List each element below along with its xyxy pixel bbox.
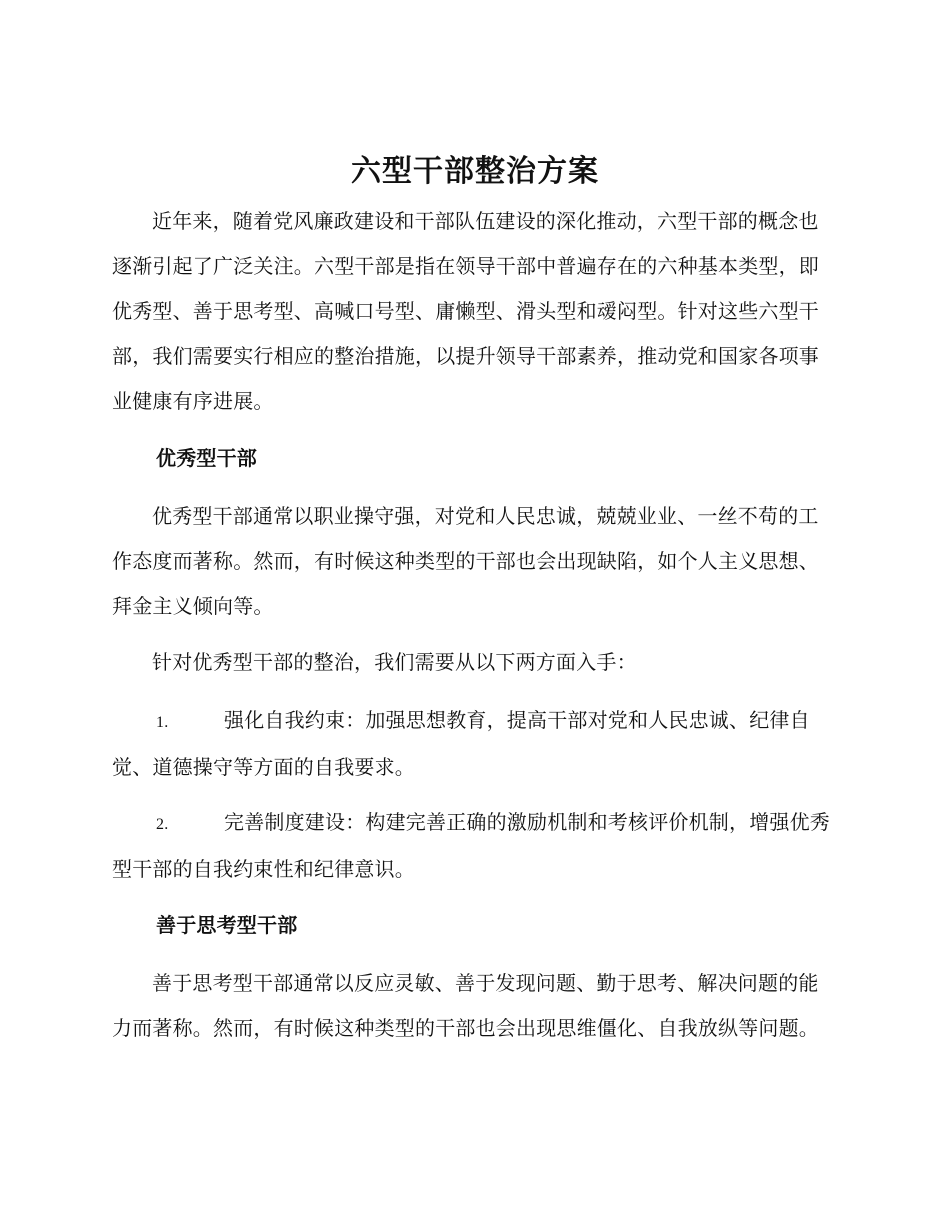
list-item: [112, 698, 834, 790]
section-heading-thinking: 善于思考型干部: [156, 913, 298, 937]
list-item-number: 1.: [156, 714, 169, 731]
section-heading-excellent: 优秀型干部: [156, 446, 257, 470]
excellent-description-paragraph: 优秀型干部通常以职业操守强，对党和人民忠诚，兢兢业业、一丝不苟的工作态度而著称。然而，有时候这种类型的干部也会出现缺陷，如个人主义思想、拜金主义倾向等。: [112, 504, 819, 618]
excellent-remedy-intro-paragraph: 针对优秀型干部的整治，我们需要从以下两方面入手：: [152, 650, 637, 674]
list-item: [112, 800, 834, 892]
list-item-text: 强化自我约束：加强思想教育，提高干部对党和人民忠诚、纪律自觉、道德操守等方面的自我要求。: [112, 708, 810, 779]
thinking-description-paragraph: 善于思考型干部通常以反应灵敏、善于发现问题、勤于思考、解决问题的能力而著称。然而，有时候这种类型的干部也会出现思维僵化、自我放纵等问题。: [112, 971, 819, 1040]
intro-paragraph: 近年来，随着党风廉政建设和干部队伍建设的深化推动，六型干部的概念也逐渐引起了广泛关注。六型干部是指在领导干部中普遍存在的六种基本类型，即优秀型、善于思考型、高喊口号型、庸懒型、滑头型和叆闷型。针对这些六型干部，我们需要实行相应的整治措施，以提升领导干部素养，推动党和国家各项事业健康有序进展。: [112, 209, 819, 413]
list-item-number: 2.: [156, 816, 169, 833]
list-item-text: 完善制度建设：构建完善正确的激励机制和考核评价机制，增强优秀型干部的自我约束性和纪律意识。: [112, 810, 830, 881]
document-title: 六型干部整治方案: [351, 154, 599, 189]
